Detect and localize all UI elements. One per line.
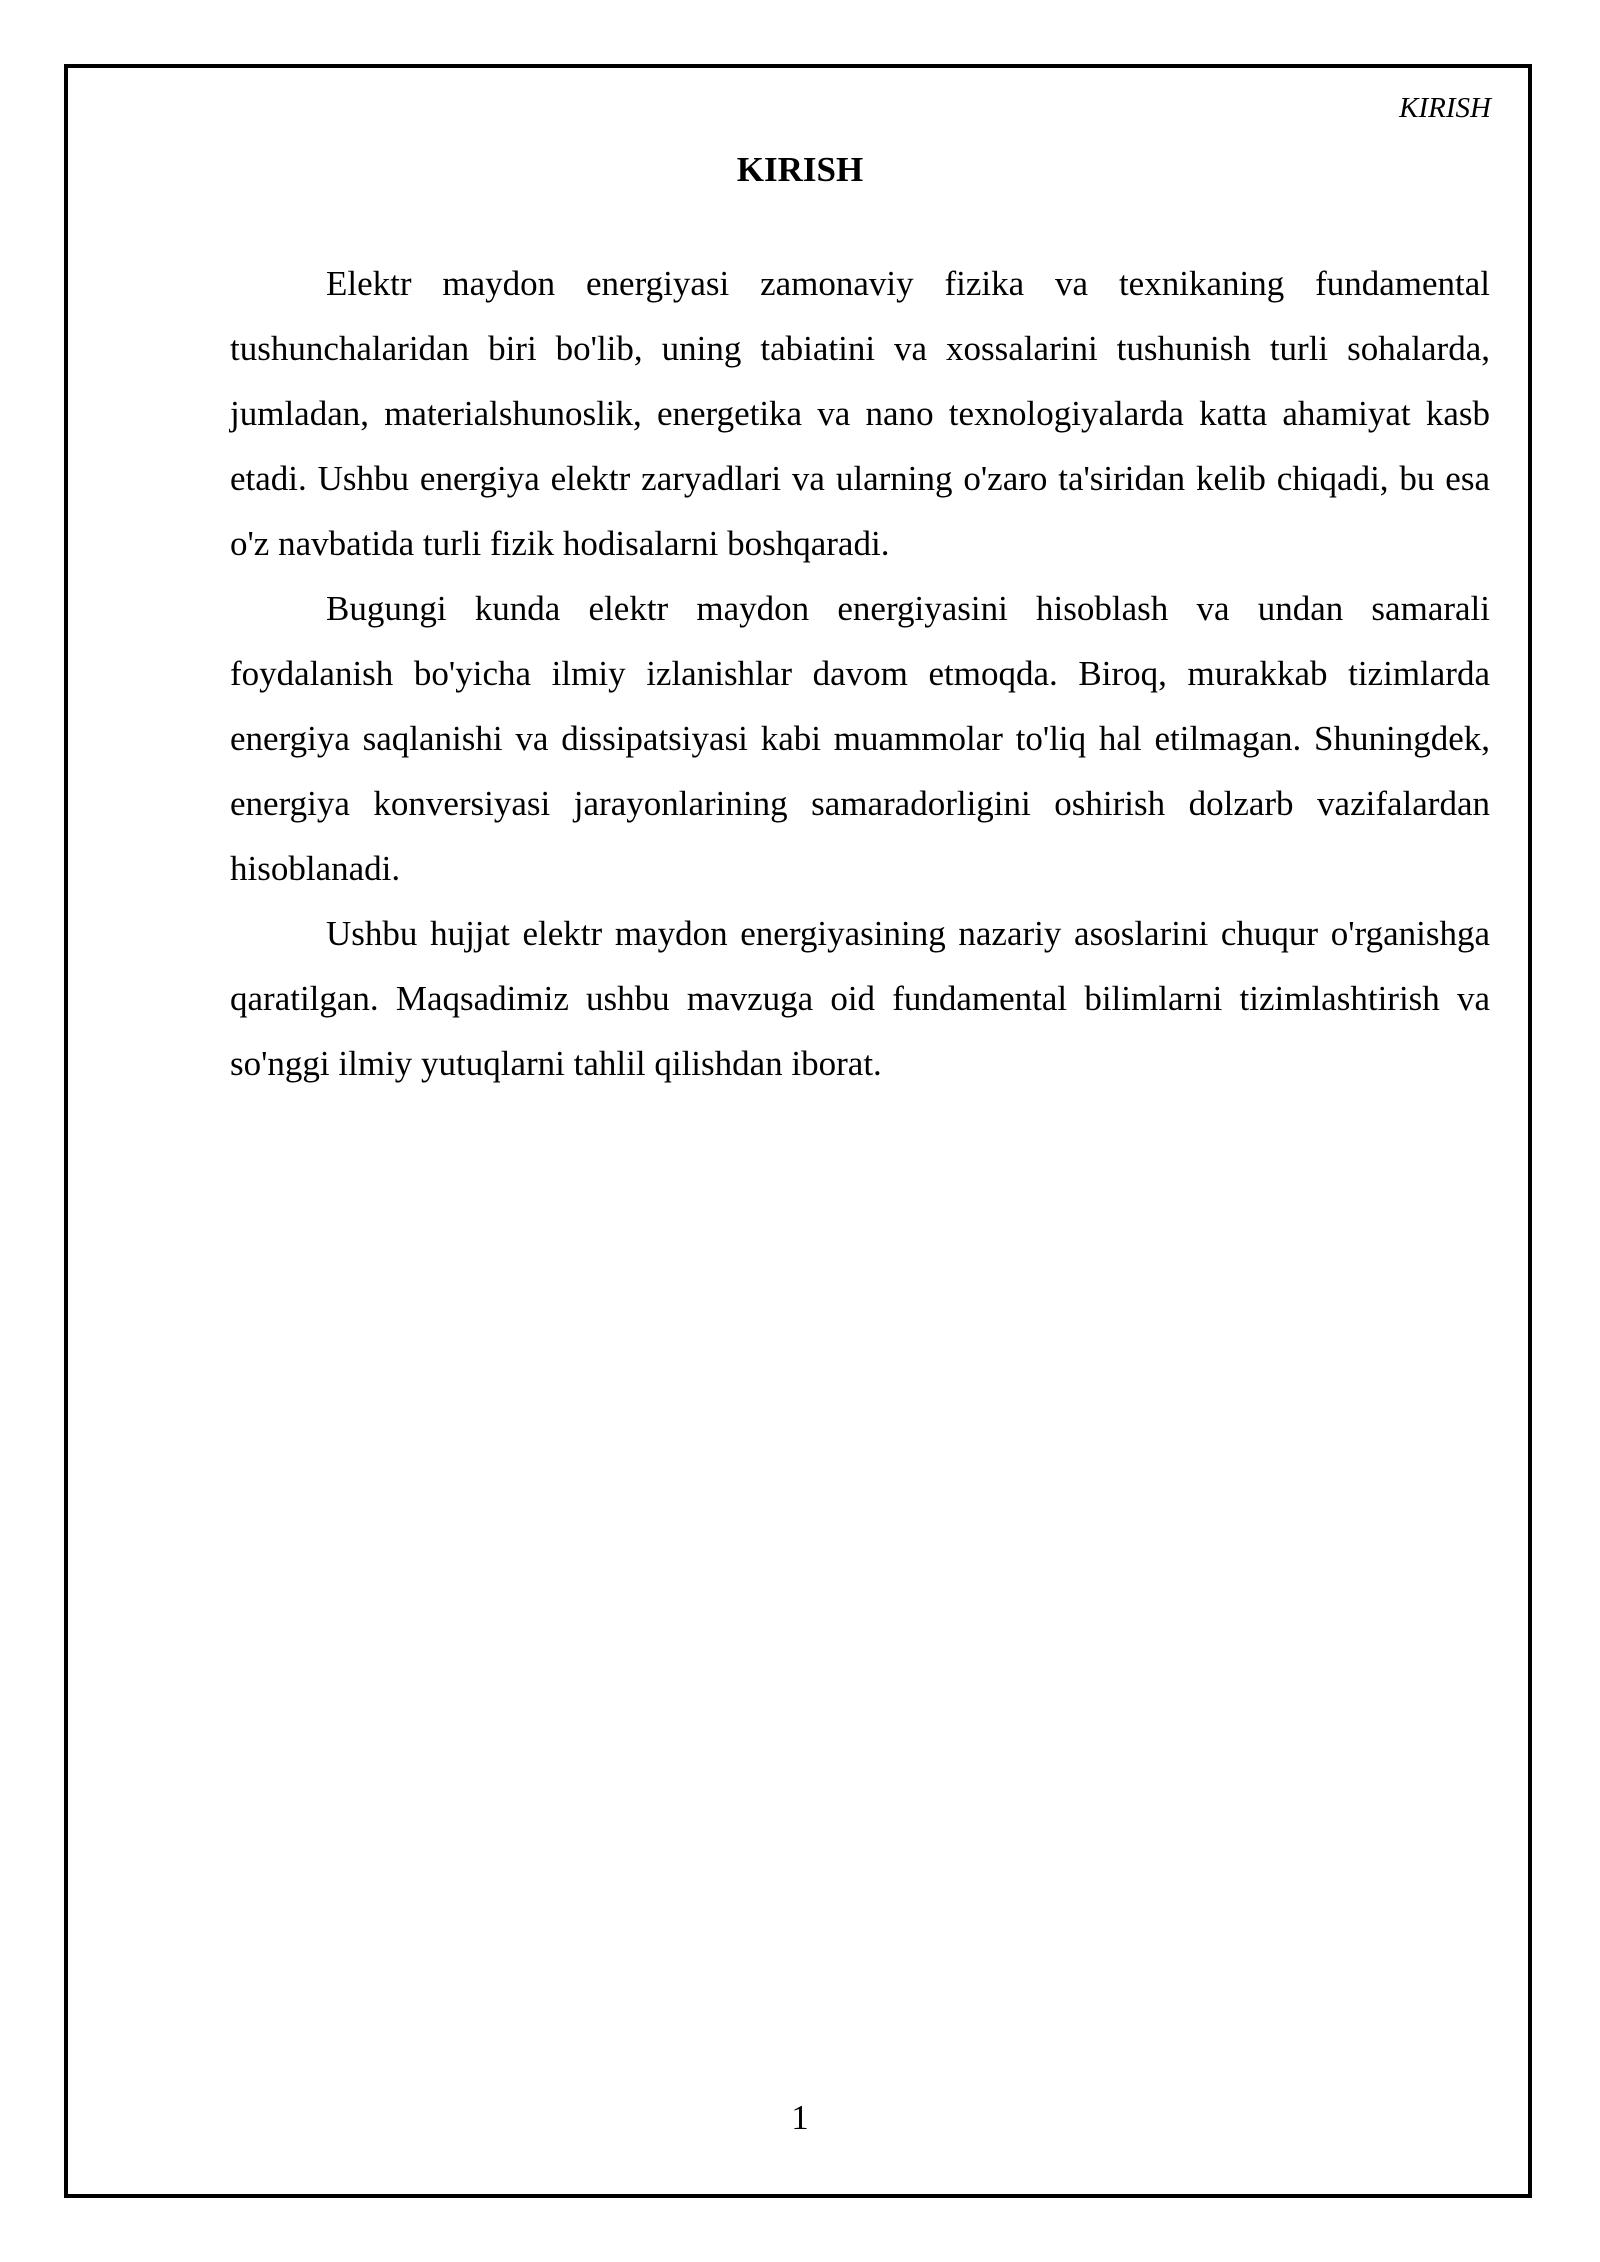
body-text xyxy=(230,251,1490,1096)
page-number: 1 xyxy=(791,2098,809,2137)
paragraph-1: Elektr maydon energiyasi zamonaviy fizika va texnikaning fundamental tushunchalaridan biri bo'lib, uning tabiatini va xossalarini tushunish turli sohalarda, jumladan, materialshunoslik, energetika va nano texnologiyalarda katta ahamiyat kasb etadi. Ushbu energiya elektr zaryadlari va ularning o'zaro ta'siridan kelib chiqadi, bu esa o'z navbatida turli fizik hodisalarni boshqaradi. xyxy=(230,264,1490,563)
running-header: KIRISH xyxy=(1399,92,1491,124)
page-title: KIRISH xyxy=(736,150,864,189)
paragraph-2: Bugungi kunda elektr maydon energiyasini hisoblash va undan samarali foydalanish bo'yicha ilmiy izlanishlar davom etmoqda. Biroq, murakkab tizimlarda energiya saqlanishi va dissipatsiyasi kabi muammolar to'liq hal etilmagan. Shuningdek, energiya konversiyasi jarayonlarining samaradorligini oshirish dolzarb vazifalardan hisoblanadi. xyxy=(230,589,1490,888)
paragraph-3: Ushbu hujjat elektr maydon energiyasining nazariy asoslarini chuqur o'rganishga qaratilgan. Maqsadimiz ushbu mavzuga oid fundamental bilimlarni tizimlashtirish va so'nggi ilmiy yutuqlarni tahlil qilishdan iborat. xyxy=(230,914,1490,1083)
